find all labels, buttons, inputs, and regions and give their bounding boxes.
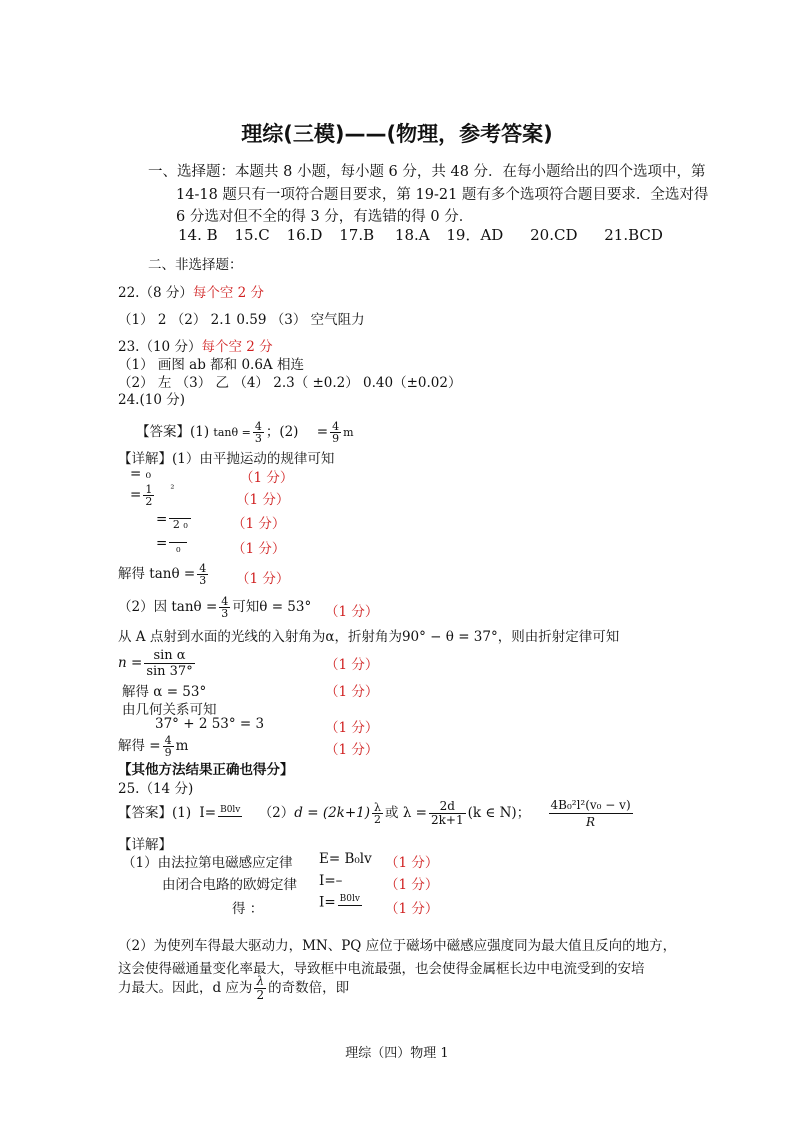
part2-result: 可知θ = 53° [232, 599, 312, 615]
score-point: （1 分） [236, 492, 290, 508]
denominator: 2 [374, 813, 382, 826]
denominator: 9 [164, 746, 172, 759]
fraction [143, 484, 154, 507]
q25-head: 25.（14 分) [118, 781, 194, 797]
q23-note: 每个空 2 分 [201, 339, 273, 355]
denominator: sin 37° [146, 664, 193, 679]
numerator: 4 [332, 420, 340, 433]
q24-eq1: = ₀ [130, 466, 152, 482]
numerator: 4 [254, 420, 262, 433]
current-expr: I= [199, 805, 217, 821]
numerator: B0lv [339, 894, 360, 904]
lambda-expr: 或 λ = [385, 805, 427, 821]
numerator: sin α [144, 648, 194, 664]
q22-answer: （1） 2 （2） 2.1 0.59 （3） 空气阻力 [118, 312, 365, 328]
choice-answer: 16.D [286, 226, 323, 244]
part2-text: （2）因 tanθ = [118, 599, 218, 615]
d-expr: d = (2k+1) [294, 805, 371, 821]
fraction [144, 648, 194, 679]
choice-answer: 15.C [234, 226, 270, 244]
choice-answer: 20.CD [530, 226, 578, 244]
denominator [338, 906, 362, 912]
score-point: （1 分） [385, 901, 439, 917]
denominator: R [586, 815, 596, 829]
fraction [219, 596, 230, 619]
choice-answer: 17.B [339, 226, 375, 244]
q25-l2-eq: I=– [319, 873, 343, 889]
unit: m [175, 738, 189, 754]
numerator: 4 [221, 595, 229, 608]
choice-answer: 18.A [394, 226, 430, 244]
equals: = [130, 487, 142, 503]
denominator: 9 [332, 432, 340, 445]
p2-text: 力最大。因此，d 应为 [118, 980, 253, 996]
equals: = [156, 511, 168, 528]
q24-geo-eq: 37° + 2 53° = 3 [155, 716, 265, 732]
q23-line2: （2） 左 （3） 乙 （4） 2.3（ ±0.2） 0.40（±0.02） [118, 375, 462, 391]
choice-answers [178, 224, 663, 245]
answer-label: 【答案】(1) [118, 805, 192, 821]
q23-head: 23.（10 分） [118, 339, 202, 355]
denominator: ₀ [176, 542, 181, 555]
score-point: （1 分） [385, 855, 439, 871]
numerator: 2d [429, 800, 466, 814]
denominator: 3 [199, 574, 207, 587]
q25-p2-line1: （2）为使列车得最大驱动力，MN、PQ 应位于磁场中磁感应强度同为最大值且反向的地方， [118, 938, 677, 954]
q24-geo: 由几何关系可知 [122, 702, 217, 718]
page-title: 理综(三模)——(物理，参考答案) [241, 122, 553, 146]
fraction [372, 802, 383, 825]
part-label: （2） [258, 805, 295, 821]
page-footer: 理综（四）物理 1 [345, 1046, 449, 1061]
score-point: （1 分） [232, 516, 286, 532]
solve-text: 解得 tanθ = [118, 566, 196, 582]
fraction [197, 563, 208, 586]
section1-line2: 14-18 题只有一项符合题目要求，第 19-21 题有多个选项符合题目要求．全选对得 [176, 187, 709, 203]
q25-l2-text: 由闭合电路的欧姆定律 [162, 877, 297, 893]
q24-eq2 [130, 484, 174, 507]
score-point: （1 分） [325, 684, 379, 700]
q24-solve1 [118, 562, 210, 586]
denominator: 2 ₀ [172, 518, 188, 531]
q25-detail-head: 【详解】 [118, 837, 172, 853]
solve-text: 解得 = [118, 738, 161, 754]
fraction [549, 797, 633, 830]
score-point: （1 分） [240, 470, 294, 486]
numerator: B0lv [220, 804, 241, 815]
q24-eq3 [156, 510, 193, 530]
equals: = [316, 424, 329, 440]
score-point: （1 分） [236, 571, 290, 587]
fraction [218, 805, 242, 823]
numerator: 1 [145, 483, 153, 496]
numerator: λ [254, 975, 266, 989]
fraction [338, 894, 362, 912]
q22-head: 22.（8 分） [118, 285, 193, 301]
score-point: （1 分） [232, 541, 286, 557]
q23-header [118, 335, 273, 355]
denominator: 3 [221, 607, 229, 620]
q24-alpha: 解得 α = 53° [122, 684, 207, 700]
fraction [429, 800, 466, 827]
score-point: （1 分） [325, 657, 379, 673]
q22-note: 每个空 2 分 [192, 285, 265, 301]
k-condition: (k ∈ N)； [467, 805, 531, 821]
exponent: ² [170, 484, 175, 495]
q24-n-eq [118, 648, 197, 679]
q24-head: 24.(10 分) [118, 392, 185, 408]
q22-header [118, 281, 264, 301]
choice-answer: 21.BCD [604, 226, 663, 244]
denominator: 2 [145, 495, 153, 508]
section1-line1: 一、选择题：本题共 8 小题，每小题 6 分，共 48 分．在每小题给出的四个选项中，第 [148, 164, 706, 180]
q25-l3-text: 得 ： [232, 901, 264, 917]
q23-line1: （1） 画图 ab 都和 0.6A 相连 [118, 357, 304, 373]
separator: ；(2) [265, 424, 299, 440]
denominator: 2k+1 [430, 813, 464, 827]
tan-expr: tanθ = [213, 426, 251, 439]
q25-answer [118, 797, 635, 830]
q25-l1-eq: E= B₀lv [319, 851, 372, 867]
fraction [169, 534, 187, 554]
p2-text-end: 的奇数倍，即 [268, 980, 350, 996]
denominator: 3 [254, 432, 262, 445]
section2-heading: 二、非选择题： [148, 257, 243, 273]
numerator: 4 [199, 562, 207, 575]
q24-other-methods: 【其他方法结果正确也得分】 [118, 762, 294, 778]
fraction [253, 421, 264, 444]
current-expr: I= [319, 894, 336, 911]
q24-part2 [118, 595, 311, 619]
numerator: 4 [164, 734, 172, 747]
numerator: λ [372, 802, 383, 814]
n-label: n = [118, 655, 143, 671]
score-point: （1 分） [385, 877, 439, 893]
unit: m [343, 426, 354, 439]
q24-detail-head: 【详解】(1）由平抛运动的规律可知 [118, 451, 335, 467]
q25-p2-line3 [118, 975, 349, 1002]
q24-refraction-line: 从 A 点射到水面的光线的入射角为α，折射角为90° − θ = 37°，则由折射定律可知 [118, 629, 620, 645]
choice-answer: 14. B [178, 226, 218, 244]
numerator: 4B₀²l²(v₀ − v) [550, 798, 631, 812]
fraction [169, 510, 191, 530]
score-point: （1 分） [325, 720, 379, 736]
denominator: 2 [256, 988, 265, 1002]
fraction [163, 735, 174, 758]
choice-answer: 19．AD [446, 226, 504, 244]
score-point: （1 分） [325, 604, 379, 620]
section1-line3: 6 分选对但不全的得 3 分，有选错的得 0 分． [176, 209, 474, 225]
equals: = [156, 535, 168, 552]
answer-label: 【答案】(1) [136, 424, 210, 440]
q24-answer [136, 420, 354, 444]
q24-solve2 [118, 734, 188, 758]
q24-eq4 [156, 534, 189, 554]
score-point: （1 分） [325, 742, 379, 758]
q25-p2-line2: 这会使得磁通量变化率最大，导致框中电流最强，也会使得金属框长边中电流受到的安培 [118, 961, 645, 977]
fraction [254, 975, 266, 1002]
q25-l1-text: （1）由法拉第电磁感应定律 [122, 855, 293, 871]
fraction [330, 421, 341, 444]
q25-l3-eq [319, 894, 364, 912]
denominator [218, 817, 242, 823]
